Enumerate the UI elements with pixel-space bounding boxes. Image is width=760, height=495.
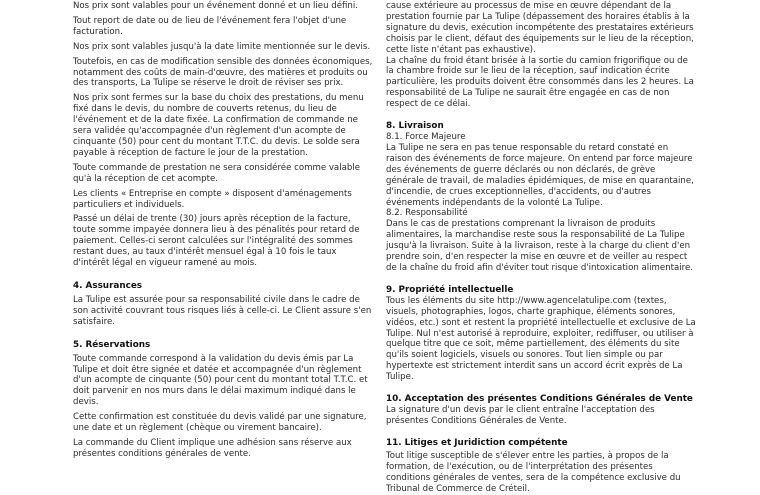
subsection-title: 8.2. Responsabilité [386, 208, 468, 219]
paragraph: Tout litige susceptible de s'élever entre les parties, à propos de la formation, de l'exécution, ou de l'interprétation des présentes conditions générales de ventes, sera de la compétence exclusive du Tribunal de Commerce de Créteil. [386, 450, 681, 494]
section-heading: 11. Litiges et Juridiction compétente [386, 437, 568, 448]
paragraph: Les clients « Entreprise en compte » disposent d'aménagements particuliers et individuels. [73, 188, 352, 210]
subsection-title: 8.1. Force Majeure [386, 132, 466, 143]
paragraph: La Tulipe est assurée pour sa responsabilité civile dans le cadre de son activité couvrant tous risques liés à celle-ci. Le Client assure s'en satisfaire. [73, 294, 372, 327]
section-assurances [73, 281, 373, 328]
paragraph: Toute commande de prestation ne sera considérée comme valable qu'à la réception de cet acompte. [73, 162, 360, 184]
paragraph: Toutefois, en cas de modification sensible des données économiques, notamment des coûts de main-d'œuvre, des matières et produits ou des transports, La Tulipe se réserve le droit de réviser ses prix. [73, 56, 373, 89]
section-heading: 5. Réservations [73, 339, 151, 350]
left-column [73, 1, 373, 464]
section-heading: 9. Propriété intellectuelle [386, 284, 514, 295]
paragraph: Dans le cas de prestations comprenant la livraison de produits alimentaires, la marchandise reste sous la responsabilité de La Tulipe jusqu'à la livraison. Suite à la livraison, reste à la charge du client d'en prendre soin, d'en respecter la mise en œuvre et de veiller au respect de la chaîne du froid afin d'éviter tout risque d'intoxication alimentaire. [386, 219, 694, 273]
section-heading: 8. Livraison [386, 121, 444, 132]
continued-section [386, 1, 696, 110]
paragraph: Tous les éléments du site http://www.agencelatulipe.com (textes, visuels, photographies, logos, charte graphique, éléments sonores, vidéos, etc.) sont et restent la propriété intellectuelle et exclusive de La Tulipe. Nul n'est autorisé à reproduire, exploiter, rediffuser, ou utiliser à quelque titre que ce soit, même partiellement, des éléments du site qu'ils soient logiciels, visuels ou sonores. Tout lien simple ou par hypertexte est strictement interdit sans un accord écrit exprès de La Tulipe. [386, 295, 696, 383]
paragraph: La Tulipe ne sera en pas tenue responsable du retard constaté en raison des événements de force majeure. On entend par force majeure des événements de guerre déclarés ou non déclarés, de grève générale de travail, de maladies épidémiques, de mise en quarantaine, d'incendie, de crues exceptionnelles, d'accidents, ou d'autres événements indépendants de la volonté La Tulipe. [386, 142, 694, 208]
paragraph: La chaîne du froid étant brisée à la sortie du camion frigorifique ou de la chambre froide sur le lieu de la réception, sauf indication écrite particulière, les produits doivent être consommés dans les 2 heures. La responsabilité de La Tulipe ne saurait être engagée en cas de non respect de ce délai. [386, 55, 694, 110]
paragraph: La commande du Client implique une adhésion sans réserve aux présentes conditions générales de vente. [73, 438, 352, 459]
section-litiges [386, 438, 696, 495]
section-livraison [386, 121, 696, 274]
paragraph: cause extérieure au processus de mise en œuvre dépendant de la prestation fournie par La Tulipe (dépassement des horaires établis à la signature du devis, exécution incompétente des prestataires extérieurs choisis par le client, défaut des équipements sur le lieu de la réception, cette liste n'étant pas exhaustive). [386, 1, 694, 55]
paragraph: Toute commande correspond à la validation du devis émis par La Tulipe et doit être signée et datée et accompagnée d'un règlement d'un acompte de cinquante (50) pour cent du montant total T.T.C. et doit parvenir en nos murs dans le délai maximum indiqué dans le devis. [73, 353, 368, 408]
paragraph: Passé un délai de trente (30) jours après réception de la facture, toute somme impayée donnera lieu à des pénalités pour retard de paiement. Celles-ci seront calculées sur l'intégralité des sommes restant dues, au taux d'intérêt mensuel égal à 10 fois le taux d'intérêt légal en vigueur ramené au mois. [73, 214, 360, 269]
section-propriete-intellectuelle [386, 285, 696, 383]
paragraph: Nos prix sont valables pour un événement donné et un lieu défini. [73, 1, 358, 11]
paragraph: Cette confirmation est constituée du devis validé par une signature, une date et un règlement (chèque ou virement bancaire). [73, 412, 367, 434]
pricing-section [73, 1, 373, 269]
section-acceptation [386, 394, 696, 427]
paragraph: Tout report de date ou de lieu de l'événement fera l'objet d'une facturation. [73, 15, 347, 37]
right-column [386, 1, 696, 495]
section-heading: 10. Acceptation des présentes Conditions Générales de Vente [386, 394, 693, 405]
paragraph: La signature d'un devis par le client entraîne l'acceptation des présentes Conditions Générales de Vente. [386, 405, 655, 426]
paragraph: Nos prix sont fermes sur la base du choix des prestations, du menu fixé dans le devis, du nombre de couverts retenus, du lieu de l'événement et de la date fixée. La confirmation de commande ne sera validée qu'accompagnée d'un règlement d'un acompte de cinquante (50) pour cent du montant T.T.C. du devis. Le solde sera payable à réception de facture le jour de la prestation. [73, 93, 364, 158]
section-heading: 4. Assurances [73, 280, 143, 291]
paragraph: Nos prix sont valables jusqu'à la date limite mentionnée sur le devis. [73, 41, 371, 52]
